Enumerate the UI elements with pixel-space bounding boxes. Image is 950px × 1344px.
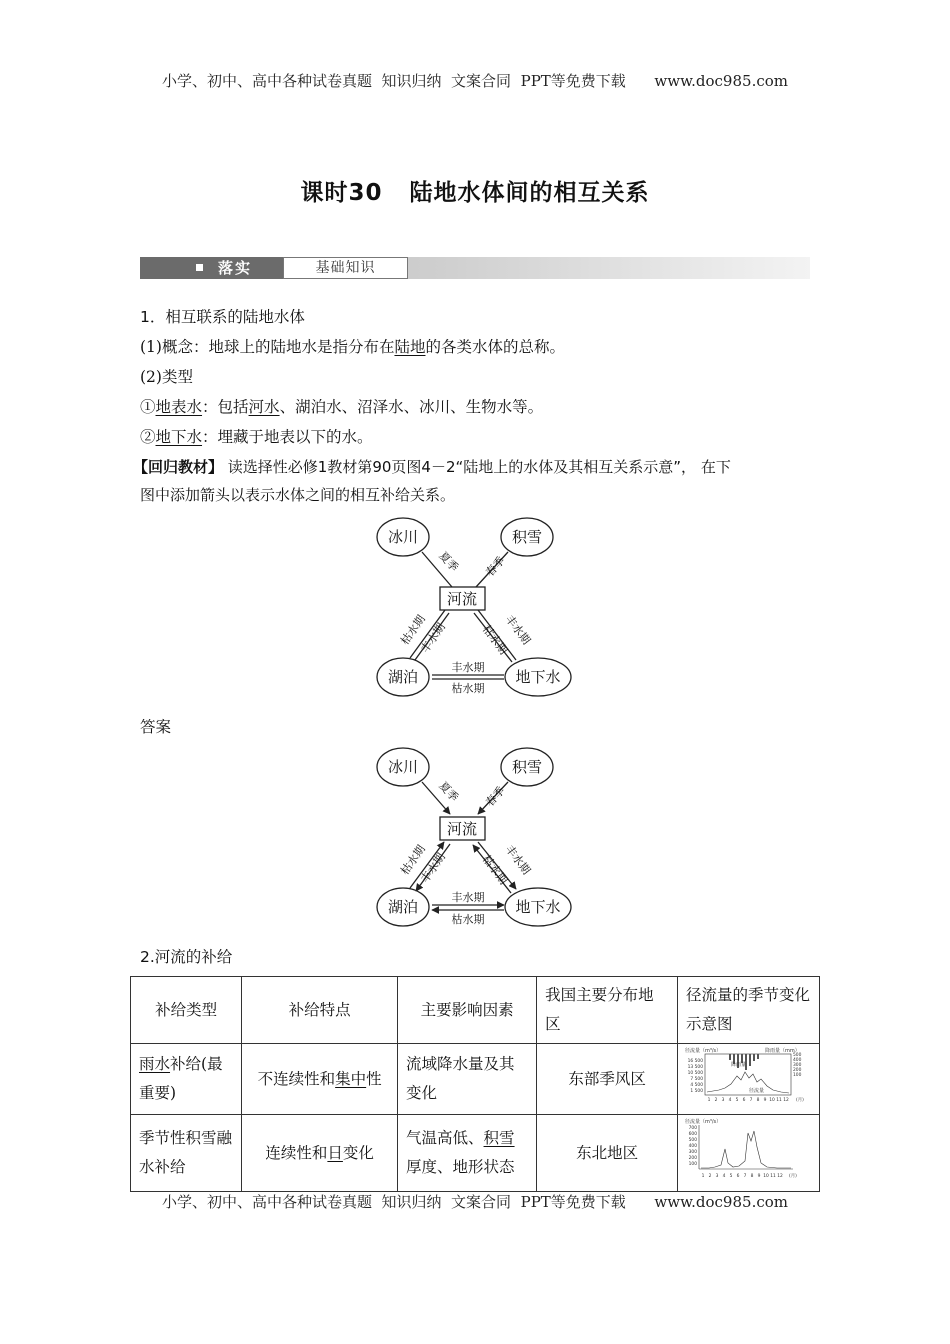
chart1-right-label: 降雨量（mm） [765,1048,800,1054]
cell-region: 东部季风区 [537,1044,678,1115]
diagram-answer [370,742,580,927]
page-header: 小学、初中、高中各种试卷真题 知识归纳 文案合同 PPT等免费下载 www.doc985.com [161,72,788,90]
node-snow-2: 积雪 [511,758,543,776]
chart1-rtick: 100 [793,1073,802,1078]
chart-snowmelt-flow [681,1117,809,1179]
recharge-table [130,976,820,1192]
lesson-title: 课时30 陆地水体间的相互关系 [300,180,650,206]
chart2-tick: 500 [688,1138,698,1143]
chart2-tick: 400 [688,1144,698,1149]
band-dark-label: 落实 [218,259,253,277]
chart1-ltick: 16 500 [687,1059,704,1064]
chart1-left-label: 径流量（m³/s） [685,1048,722,1054]
chart2-month: 11 [770,1174,776,1179]
th-chart: 径流量的季节变化示意图 [678,977,820,1044]
band-light-tab: 基础知识 [283,257,408,279]
chart1-month: 12 [783,1098,789,1102]
concept-prefix: (1)概念：地球上的陆地水是指分布在 [140,338,395,356]
chart2-month: 12 [777,1174,783,1179]
chart2-tick: 700 [688,1126,698,1131]
th-feature: 补给特点 [242,977,398,1044]
feature-pre: 不连续性和 [257,1069,336,1088]
chart2-unit: (月) [789,1174,797,1179]
cell-type: 季节性积雪融水补给 [131,1115,242,1192]
feature-pre: 连续性和 [265,1143,328,1162]
chart1-ltick: 13 500 [687,1065,704,1070]
feature-post: 变化 [342,1143,374,1162]
label-lake-dry-2: 枯水期 [398,842,428,878]
node-glacier: 冰川 [387,528,419,546]
cell-factor: 流域降水量及其变化 [398,1044,537,1115]
type1-blank: 地表水 [155,398,203,416]
label-lake-wet: 丰水期 [418,620,448,656]
cell-feature [242,1044,398,1115]
label-summer: 夏季 [436,549,461,575]
label-gw-wet: 丰水期 [502,612,533,647]
type-blank: 雨水 [139,1055,171,1073]
node-river: 河流 [446,590,478,608]
feature-blank: 集中 [335,1069,367,1088]
chart1-ltick: 10 500 [687,1071,704,1076]
label-gw-dry-2: 枯水期 [479,852,510,887]
chart1-month: 5 [735,1098,739,1102]
type2-line [140,426,820,448]
chart1-month: 11 [776,1098,782,1102]
chart1-month: 9 [763,1098,767,1102]
chart1-month: 3 [721,1098,725,1102]
node-lake-2: 湖泊 [387,898,419,916]
page-footer: 小学、初中、高中各种试卷真题 知识归纳 文案合同 PPT等免费下载 www.doc985.com [161,1193,788,1211]
chart2-month: 1 [701,1174,705,1179]
factor-post: 厚度、地形状态 [406,1158,515,1176]
chart1-ltick: 1 500 [690,1089,704,1094]
type-rest: 补给(最重要) [139,1055,223,1102]
section2-heading: 2.河流的补给 [140,948,233,966]
chart2-month: 10 [763,1174,769,1179]
textbook-line1 [133,456,813,478]
label-lg-wet-2: 丰水期 [451,891,485,904]
chart1-legend-flow: 径流量 [749,1088,765,1094]
cell-chart-snow [678,1115,820,1192]
th-factor: 主要影响因素 [398,977,537,1044]
chart2-tick: 200 [688,1156,698,1161]
cell-feature [242,1115,398,1192]
label-lg-wet: 丰水期 [451,661,485,674]
chart1-legend-rain: 降雨量 [731,1062,747,1068]
band-dark-tab [140,257,283,279]
table-row [131,1115,820,1192]
chart2-tick: 100 [688,1162,698,1167]
cell-region: 东北地区 [537,1115,678,1192]
chart1-month: 2 [714,1098,718,1102]
chart1-rtick: 300 [793,1063,802,1068]
type1-num: ① [140,398,156,416]
chart1-month: 8 [756,1098,760,1102]
factor-blank: 积雪 [483,1129,515,1147]
chart1-rtick: 200 [793,1068,802,1073]
node-snow: 积雪 [511,528,543,546]
chart2-flow-line [701,1131,791,1168]
chart2-tick: 300 [688,1150,698,1155]
cell-type [131,1044,242,1115]
chart2-month: 4 [722,1174,726,1179]
label-spring: 春季 [483,554,508,580]
chart2-month: 3 [715,1174,719,1179]
node-lake: 湖泊 [387,668,419,686]
diagram-question [370,512,580,697]
chart2-month: 8 [750,1174,754,1179]
chart1-month: 6 [742,1098,746,1102]
chart-rain-flow [681,1046,809,1102]
label-gw-wet-2: 丰水期 [502,842,533,877]
concept-blank: 陆地 [394,338,426,356]
chart1-month: 4 [728,1098,732,1102]
types-label: (2)类型 [140,368,193,386]
label-lake-dry: 枯水期 [398,612,428,648]
chart2-y-label: 径流量（m³/s） [685,1119,722,1125]
type2-num: ② [140,428,156,446]
chart1-rtick: 400 [793,1058,802,1063]
type1-rest: 、湖泊水、沼泽水、冰川、生物水等。 [279,398,544,416]
feature-post: 性 [366,1069,382,1088]
answer-label: 答案 [140,718,172,736]
type1-line [140,396,820,418]
node-groundwater: 地下水 [515,668,561,686]
concept-line [140,336,820,358]
chart1-month: 10 [769,1098,775,1102]
chart2-month: 6 [736,1174,740,1179]
chart2-month: 5 [729,1174,733,1179]
textbook-line2: 图中添加箭头以表示水体之间的相互补给关系。 [140,486,456,504]
type1-mid: ：包括 [202,398,249,416]
label-summer-2: 夏季 [436,779,461,805]
chart1-ltick: 4 500 [690,1083,704,1088]
section1-heading: 1．相互联系的陆地水体 [140,308,305,326]
node-river-2: 河流 [446,820,478,838]
square-icon [196,264,203,271]
textbook-bracket: 【回归教材】 [133,458,224,476]
textbook-text1: 读选择性必修1教材第90页图4－2“陆地上的水体及其相互关系示意”， 在下 [223,458,731,476]
label-spring-2: 春季 [483,784,508,810]
cell-factor [398,1115,537,1192]
section-band [140,257,810,279]
label-lake-wet-2: 丰水期 [418,850,448,886]
chart1-month: 1 [707,1098,711,1102]
node-glacier-2: 冰川 [387,758,419,776]
node-groundwater-2: 地下水 [515,898,561,916]
label-lg-dry-2: 枯水期 [451,913,485,926]
label-gw-dry: 枯水期 [479,622,510,657]
chart2-month: 7 [743,1174,747,1179]
table-header-row [131,977,820,1044]
chart1-month: 7 [749,1098,753,1102]
th-region: 我国主要分布地区 [537,977,678,1044]
chart1-rtick: 500 [793,1053,802,1058]
factor-pre: 气温高低、 [406,1129,484,1147]
chart2-month: 2 [708,1174,712,1179]
cell-chart-rain [678,1044,820,1115]
chart2-month: 9 [757,1174,761,1179]
type2-blank: 地下水 [155,428,203,446]
label-lg-dry: 枯水期 [451,682,485,695]
concept-suffix: 的各类水体的总称。 [425,338,565,356]
chart2-tick: 600 [688,1132,698,1137]
type1-blank2: 河水 [248,398,280,416]
table-row [131,1044,820,1115]
type2-rest: ：埋藏于地表以下的水。 [202,428,373,446]
th-type: 补给类型 [131,977,242,1044]
feature-blank: 日 [327,1143,343,1162]
chart1-flow-line [707,1072,789,1093]
chart1-unit: (月) [796,1098,804,1102]
chart1-ltick: 7 500 [690,1077,704,1082]
